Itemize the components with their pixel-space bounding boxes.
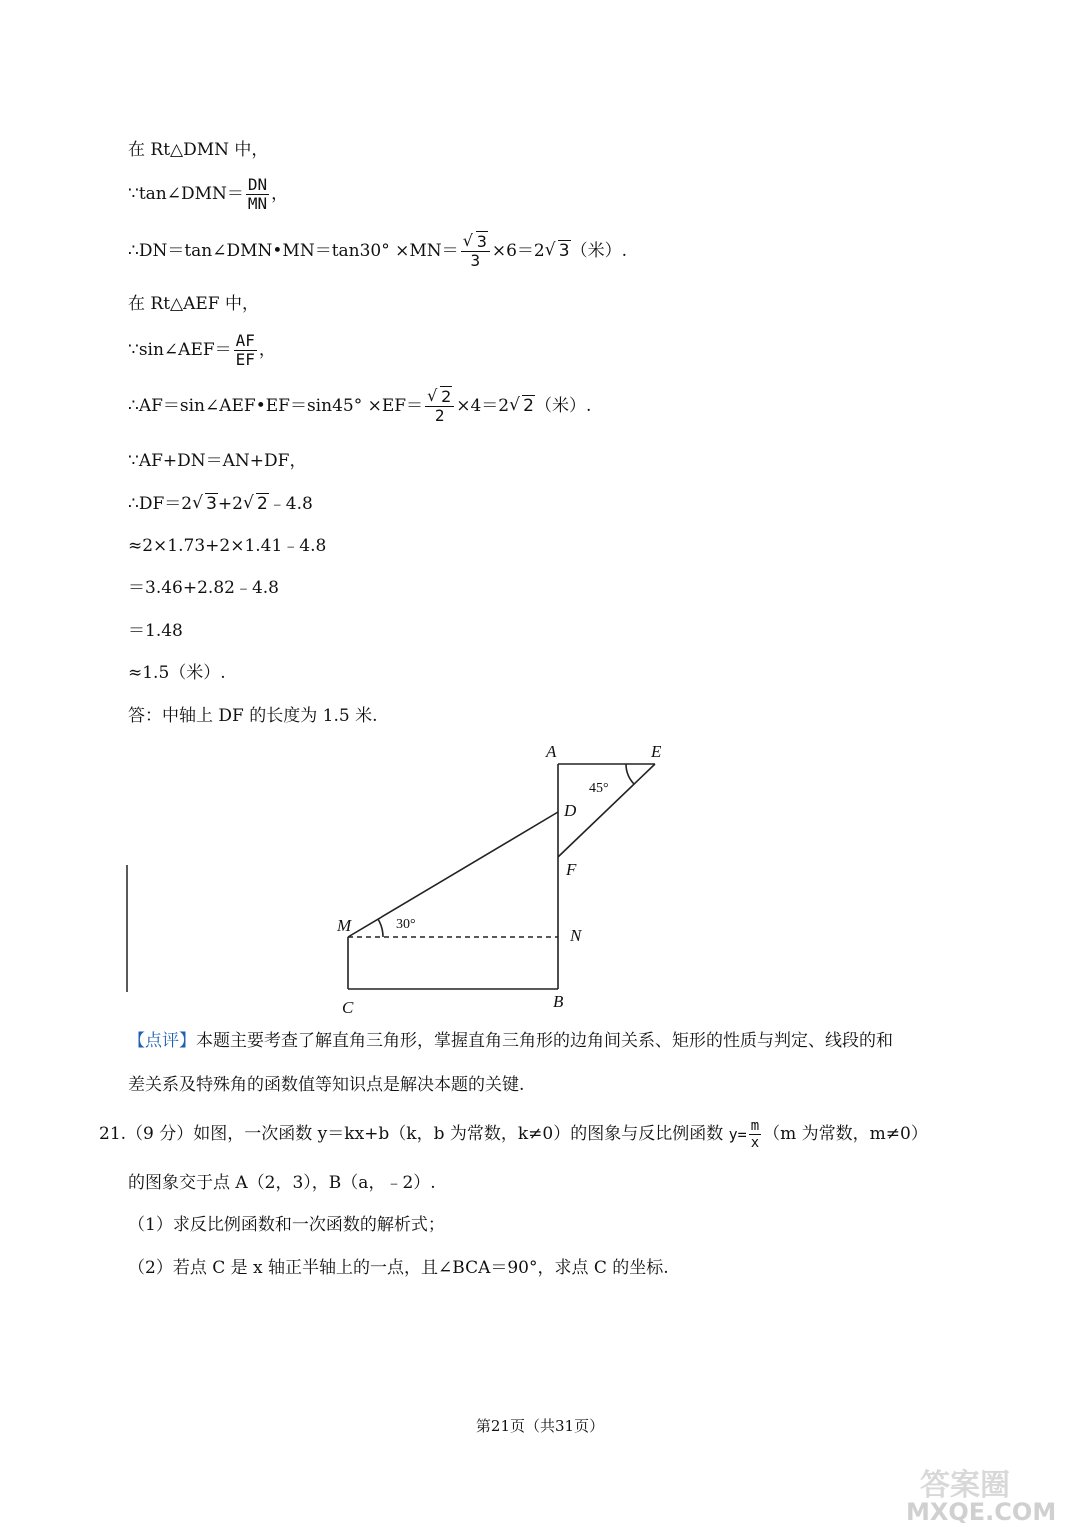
frac-num: DN	[247, 175, 268, 194]
solution-line-4: 在 Rt△AEF 中，	[128, 294, 259, 314]
l3-mid: ×6＝2	[491, 241, 545, 261]
l5-text: ∵sin∠AEF＝	[128, 340, 232, 360]
radical: √ 3	[544, 240, 570, 261]
radical: √ 2	[427, 386, 452, 406]
label-n: N	[570, 926, 582, 945]
answer-line: 答：中轴上 DF 的长度为 1.5 米.	[128, 706, 378, 726]
watermark-top: 答案圈	[920, 1468, 1010, 1503]
solution-line-11: ＝1.48	[128, 621, 183, 641]
q21-post: （m 为常数，m≠0）	[763, 1124, 928, 1144]
radical: √ 2	[242, 493, 268, 514]
l6-text: ∴AF＝sin∠AEF•EF＝sin45° ×EF＝	[128, 396, 424, 416]
l3-post: （米）.	[570, 241, 627, 261]
frac-lead: y=	[728, 1125, 747, 1144]
q21-subquestion-2: （2）若点 C 是 x 轴正半轴上的一点，且∠BCA＝90°，求点 C 的坐标.	[128, 1258, 669, 1278]
l8-mid: +2	[217, 494, 243, 514]
l8-text: ∴DF＝2	[128, 494, 193, 514]
comment-line-2: 差关系及特殊角的函数值等知识点是解决本题的关键.	[128, 1075, 525, 1095]
label-b: B	[553, 992, 564, 1011]
q21-line-2: 的图象交于点 A（2，3），B（a，﹣2）.	[128, 1173, 436, 1193]
label-f: F	[566, 860, 577, 879]
l5-post: ，	[258, 340, 276, 360]
comment-line-1	[128, 1029, 893, 1053]
solution-line-10: ＝3.46+2.82﹣4.8	[128, 578, 279, 598]
label-a: A	[546, 742, 557, 761]
radical: √ 3	[462, 231, 487, 251]
frac-den: 3	[470, 251, 481, 270]
angle-arc-45	[626, 764, 634, 784]
frac-den: MN	[247, 194, 268, 213]
frac-num: AF	[235, 331, 255, 350]
segment-md	[348, 812, 558, 937]
l6-post: （米）.	[534, 396, 592, 416]
q21-subquestion-1: （1）求反比例函数和一次函数的解析式；	[128, 1215, 445, 1235]
solution-line-9: ≈2×1.73+2×1.41﹣4.8	[128, 536, 327, 556]
fraction-m-over-x	[749, 1118, 761, 1151]
angle-label-45: 45°	[589, 781, 609, 796]
angle-arc-30	[378, 919, 383, 937]
frac-den: 2	[434, 406, 445, 425]
q21-text: 21.（9 分）如图，一次函数 y＝kx+b（k，b 为常数，k≠0）的图象与反比例函数	[99, 1124, 729, 1144]
l2-text: ∵tan∠DMN＝	[128, 184, 244, 204]
solution-line-1: 在 Rt△DMN 中，	[128, 140, 269, 160]
radical: √ 3	[192, 493, 217, 514]
frac-den: x	[750, 1135, 760, 1151]
solution-line-7: ∵AF+DN＝AN+DF，	[128, 451, 307, 471]
q21-line-1	[99, 1118, 928, 1151]
watermark-logo	[900, 1465, 1070, 1523]
l2-post: ，	[271, 184, 289, 204]
label-c: C	[342, 998, 354, 1017]
frac-num: m	[750, 1118, 760, 1134]
label-m: M	[337, 916, 352, 935]
label-e: E	[651, 742, 662, 761]
l3-text: ∴DN＝tan∠DMN•MN＝tan30° ×MN＝	[128, 241, 459, 261]
radical: √ 2	[509, 395, 534, 416]
frac-den: EF	[235, 350, 255, 369]
l6-mid: ×4＝2	[456, 396, 510, 416]
solution-line-12: ≈1.5（米）.	[128, 663, 226, 683]
angle-label-30: 30°	[396, 917, 416, 932]
page-footer: 第21页（共31页）	[475, 1417, 605, 1435]
l8-post: ﹣4.8	[268, 494, 313, 514]
comment-tag: 【点评】	[128, 1031, 196, 1051]
watermark-bottom: MXQE.COM	[906, 1498, 1057, 1523]
comment-text-1: 本题主要考查了解直角三角形，掌握直角三角形的边角间关系、矩形的性质与判定、线段的和	[196, 1031, 893, 1051]
label-d: D	[564, 801, 577, 820]
